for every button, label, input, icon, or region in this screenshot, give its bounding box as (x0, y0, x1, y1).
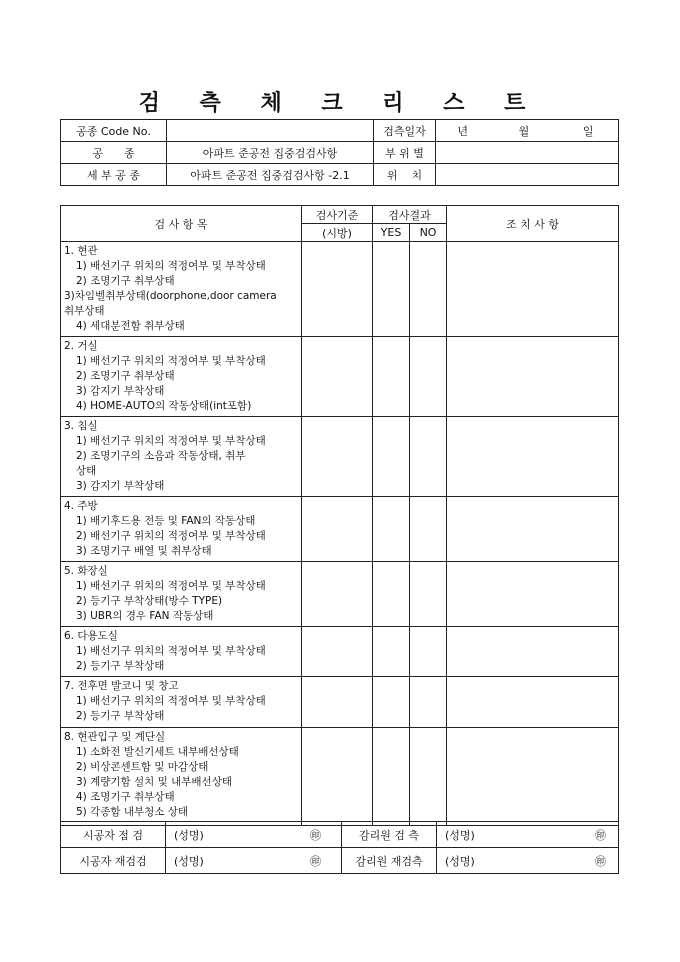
contractor-recheck-name[interactable]: (성명) (166, 848, 269, 874)
standard-cell[interactable] (302, 497, 373, 562)
section-row (61, 497, 619, 562)
section-row (61, 242, 619, 337)
inspection-table (60, 205, 619, 826)
check-item: 3) UBR의 경우 FAN 작동상태 (76, 610, 214, 622)
location-label: 부 위 별 (374, 142, 436, 164)
header-row-work (61, 142, 619, 164)
seal-mark: ㊞ (547, 848, 619, 874)
date-day[interactable]: 일 (559, 120, 619, 142)
section-cell (61, 562, 302, 627)
check-item: 1) 배선기구 위치의 적정여부 및 부착상태 (76, 260, 266, 272)
section-cell (61, 677, 302, 728)
seal-mark: ㊞ (269, 822, 342, 848)
signature-table (60, 821, 619, 874)
no-cell[interactable] (410, 562, 447, 627)
no-cell[interactable] (410, 627, 447, 677)
location-value[interactable] (436, 142, 619, 164)
standard-cell[interactable] (302, 337, 373, 417)
yes-cell[interactable] (373, 627, 410, 677)
section-cell (61, 337, 302, 417)
work-value: 아파트 준공전 집중검검사항 (167, 142, 374, 164)
section-row (61, 562, 619, 627)
check-item: 3) 조명기구 배열 및 취부상태 (76, 545, 212, 557)
section-cell (61, 242, 302, 337)
date-label: 검측일자 (374, 120, 436, 142)
section-title: 1. 현관 (64, 245, 98, 257)
col-action-header: 조 치 사 항 (447, 206, 619, 242)
signature-row (61, 848, 619, 874)
check-item: 4) 세대분전함 취부상태 (76, 320, 185, 332)
action-cell[interactable] (447, 337, 619, 417)
section-cell (61, 497, 302, 562)
check-item: 1) 배선기구 위치의 적정여부 및 부착상태 (76, 695, 266, 707)
col-yes-header: YES (373, 224, 410, 242)
yes-cell[interactable] (373, 677, 410, 728)
check-item: 3) 계량기함 설치 및 내부배선상태 (76, 776, 232, 788)
section-row (61, 677, 619, 728)
check-item: 2) 등기구 부착상태 (76, 710, 165, 722)
contractor-check-name[interactable]: (성명) (166, 822, 269, 848)
supervisor-recheck-label: 감리원 재검측 (342, 848, 437, 874)
yes-cell[interactable] (373, 497, 410, 562)
section-cell (61, 417, 302, 497)
action-cell[interactable] (447, 627, 619, 677)
check-item: 취부상태 (64, 305, 105, 317)
yes-cell[interactable] (373, 337, 410, 417)
contractor-recheck-label: 시공자 재검검 (61, 848, 166, 874)
no-cell[interactable] (410, 242, 447, 337)
check-item: 1) 배선기구 위치의 적정여부 및 부착상태 (76, 645, 266, 657)
no-cell[interactable] (410, 417, 447, 497)
detail-value: 아파트 준공전 집중검검사항 -2.1 (167, 164, 374, 186)
check-item: 3) 감지기 부착상태 (76, 480, 165, 492)
section-row (61, 337, 619, 417)
section-title: 4. 주방 (64, 500, 98, 512)
no-cell[interactable] (410, 677, 447, 728)
standard-cell[interactable] (302, 417, 373, 497)
standard-cell[interactable] (302, 627, 373, 677)
section-title: 5. 화장실 (64, 565, 108, 577)
action-cell[interactable] (447, 562, 619, 627)
action-cell[interactable] (447, 677, 619, 728)
standard-cell[interactable] (302, 562, 373, 627)
check-item: 2) 조명기구의 소음과 작동상태, 취부 (76, 450, 246, 462)
yes-cell[interactable] (373, 242, 410, 337)
page-title: 검 측 체 크 리 스 트 (138, 90, 542, 116)
signature-row (61, 822, 619, 848)
check-item: 2) 비상콘센트함 및 마감상태 (76, 761, 209, 773)
check-item: 2) 조명기구 취부상태 (76, 275, 175, 287)
position-label: 위 치 (374, 164, 436, 186)
code-label: 공종 Code No. (61, 120, 167, 142)
no-cell[interactable] (410, 497, 447, 562)
no-cell[interactable] (410, 337, 447, 417)
action-cell[interactable] (447, 728, 619, 826)
section-cell (61, 728, 302, 826)
action-cell[interactable] (447, 242, 619, 337)
check-item: 2) 배선기구 위치의 적정여부 및 부착상태 (76, 530, 266, 542)
check-item: 1) 배기후드용 전등 및 FAN의 작동상태 (76, 515, 256, 527)
section-cell (61, 627, 302, 677)
col-item-header: 검 사 항 목 (61, 206, 302, 242)
header-row-code (61, 120, 619, 142)
standard-cell[interactable] (302, 242, 373, 337)
section-title: 6. 다용도실 (64, 630, 118, 642)
section-row (61, 728, 619, 826)
main-header-row1 (61, 206, 619, 224)
header-row-detail (61, 164, 619, 186)
standard-cell[interactable] (302, 677, 373, 728)
check-item: 3) 감지기 부착상태 (76, 385, 165, 397)
check-item: 4) HOME-AUTO의 작동상태(int포함) (76, 400, 252, 412)
check-item: 2) 등기구 부착상태 (76, 660, 165, 672)
seal-mark: ㊞ (269, 848, 342, 874)
col-result-header: 검사결과 (373, 206, 447, 224)
code-value[interactable] (167, 120, 374, 142)
detail-label: 세 부 공 종 (61, 164, 167, 186)
section-row (61, 417, 619, 497)
header-table (60, 119, 619, 186)
yes-cell[interactable] (373, 562, 410, 627)
date-year[interactable]: 년 (436, 120, 490, 142)
no-cell[interactable] (410, 728, 447, 826)
check-item: 1) 배선기구 위치의 적정여부 및 부착상태 (76, 435, 266, 447)
work-label: 공 종 (61, 142, 167, 164)
yes-cell[interactable] (373, 417, 410, 497)
check-item: 1) 소화전 발신기세트 내부배선상태 (76, 746, 239, 758)
section-title: 2. 거실 (64, 340, 98, 352)
check-item: 3)차임벨취부상태(doorphone,door camera (64, 290, 277, 302)
action-cell[interactable] (447, 417, 619, 497)
action-cell[interactable] (447, 497, 619, 562)
supervisor-check-name[interactable]: (성명) (437, 822, 547, 848)
check-item: 2) 조명기구 취부상태 (76, 370, 175, 382)
check-item: 2) 등기구 부착상태(방수 TYPE) (76, 595, 223, 607)
check-item: 5) 각종함 내부청소 상태 (76, 806, 189, 818)
section-title: 3. 침실 (64, 420, 98, 432)
col-standard-sub: (시방) (302, 224, 373, 242)
section-title: 8. 현관입구 및 계단실 (64, 731, 166, 743)
standard-cell[interactable] (302, 728, 373, 826)
col-standard-header: 검사기준 (302, 206, 373, 224)
date-month[interactable]: 월 (490, 120, 559, 142)
check-item: 1) 배선기구 위치의 적정여부 및 부착상태 (76, 580, 266, 592)
check-item: 1) 배선기구 위치의 적정여부 및 부착상태 (76, 355, 266, 367)
section-row (61, 627, 619, 677)
supervisor-recheck-name[interactable]: (성명) (437, 848, 547, 874)
check-item: 4) 조명기구 취부상태 (76, 791, 175, 803)
yes-cell[interactable] (373, 728, 410, 826)
supervisor-check-label: 감리원 검 측 (342, 822, 437, 848)
seal-mark: ㊞ (547, 822, 619, 848)
position-value[interactable] (436, 164, 619, 186)
check-item: 상태 (76, 465, 97, 477)
col-no-header: NO (410, 224, 447, 242)
contractor-check-label: 시공자 점 검 (61, 822, 166, 848)
section-title: 7. 전후면 발코니 및 창고 (64, 680, 179, 692)
